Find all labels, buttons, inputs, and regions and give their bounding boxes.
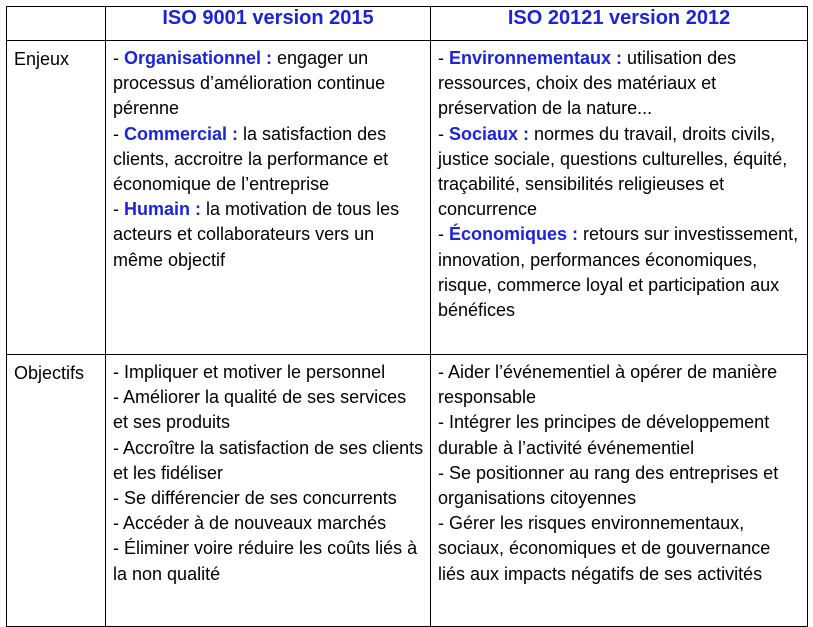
objectifs-iso-9001-item: - Impliquer et motiver le personnel [113,362,386,382]
item-keyword: Commercial [124,123,228,144]
item-keyword: Économiques [449,224,568,245]
objectifs-iso-20121-item: - Aider l’événementiel à opérer de manière responsable [438,362,778,408]
comparison-table [6,6,808,627]
objectifs-iso-20121-item: - Gérer les risques environnementaux, sociaux, économiques et de gouvernance liés aux impacts négatifs de ses activités [438,513,771,584]
row-label-enjeux: Enjeux [7,41,106,355]
objectifs-iso-20121-item: - Intégrer les principes de développement durable à l’activité événementiel [438,412,770,458]
item-keyword: Organisationnel [124,48,262,68]
objectifs-iso-9001-item: - Se différencier de ses concurrents [113,488,397,509]
item-keyword: Sociaux [449,123,519,144]
enjeux-iso-20121-item: - Sociaux : normes du travail, droits civils, justice sociale, questions culturelles, équité, traçabilité, sensibilités religieuses et concurrence [438,123,788,220]
table-row-objectifs [7,355,808,627]
enjeux-iso-20121-item: - Environnementaux : utilisation des ressources, choix des matériaux et préservation de la nature... [438,48,737,119]
enjeux-iso-20121-item: - Économiques : retours sur investissement, innovation, performances économiques, risque, commerce loyal et participation aux bénéfices [438,224,799,321]
header-iso-9001: ISO 9001 version 2015 [106,7,431,41]
objectifs-iso-20121-cell [431,355,808,627]
header-iso-20121: ISO 20121 version 2012 [431,7,808,41]
objectifs-iso-9001-cell [106,355,431,627]
objectifs-iso-20121-item: - Se positionner au rang des entreprises et organisations citoyennes [438,462,779,509]
objectifs-iso-9001-item: - Accéder à de nouveaux marchés [113,513,387,534]
objectifs-iso-9001-item: - Améliorer la qualité de ses services et ses produits [113,387,407,433]
header-row [7,7,808,41]
header-empty-cell [7,7,106,41]
row-label-objectifs: Objectifs [7,355,106,627]
enjeux-iso-9001-item: - Commercial : la satisfaction des clients, accroitre la performance et économique de l’entreprise [113,123,389,195]
table-row-enjeux [7,41,808,355]
enjeux-iso-9001-item: - Humain : la motivation de tous les acteurs et collaborateurs vers un même objectif [113,199,400,270]
objectifs-iso-9001-item: - Éliminer voire réduire les coûts liés à la non qualité [113,538,418,584]
item-keyword: Environnementaux [449,48,612,68]
enjeux-iso-9001-item: - Organisationnel : engager un processus d’amélioration continue pérenne [113,48,386,119]
item-keyword: Humain [124,199,191,220]
objectifs-iso-9001-item: - Accroître la satisfaction de ses clients et les fidéliser [113,437,424,483]
enjeux-iso-9001-cell [106,41,431,355]
enjeux-iso-20121-cell [431,41,808,355]
